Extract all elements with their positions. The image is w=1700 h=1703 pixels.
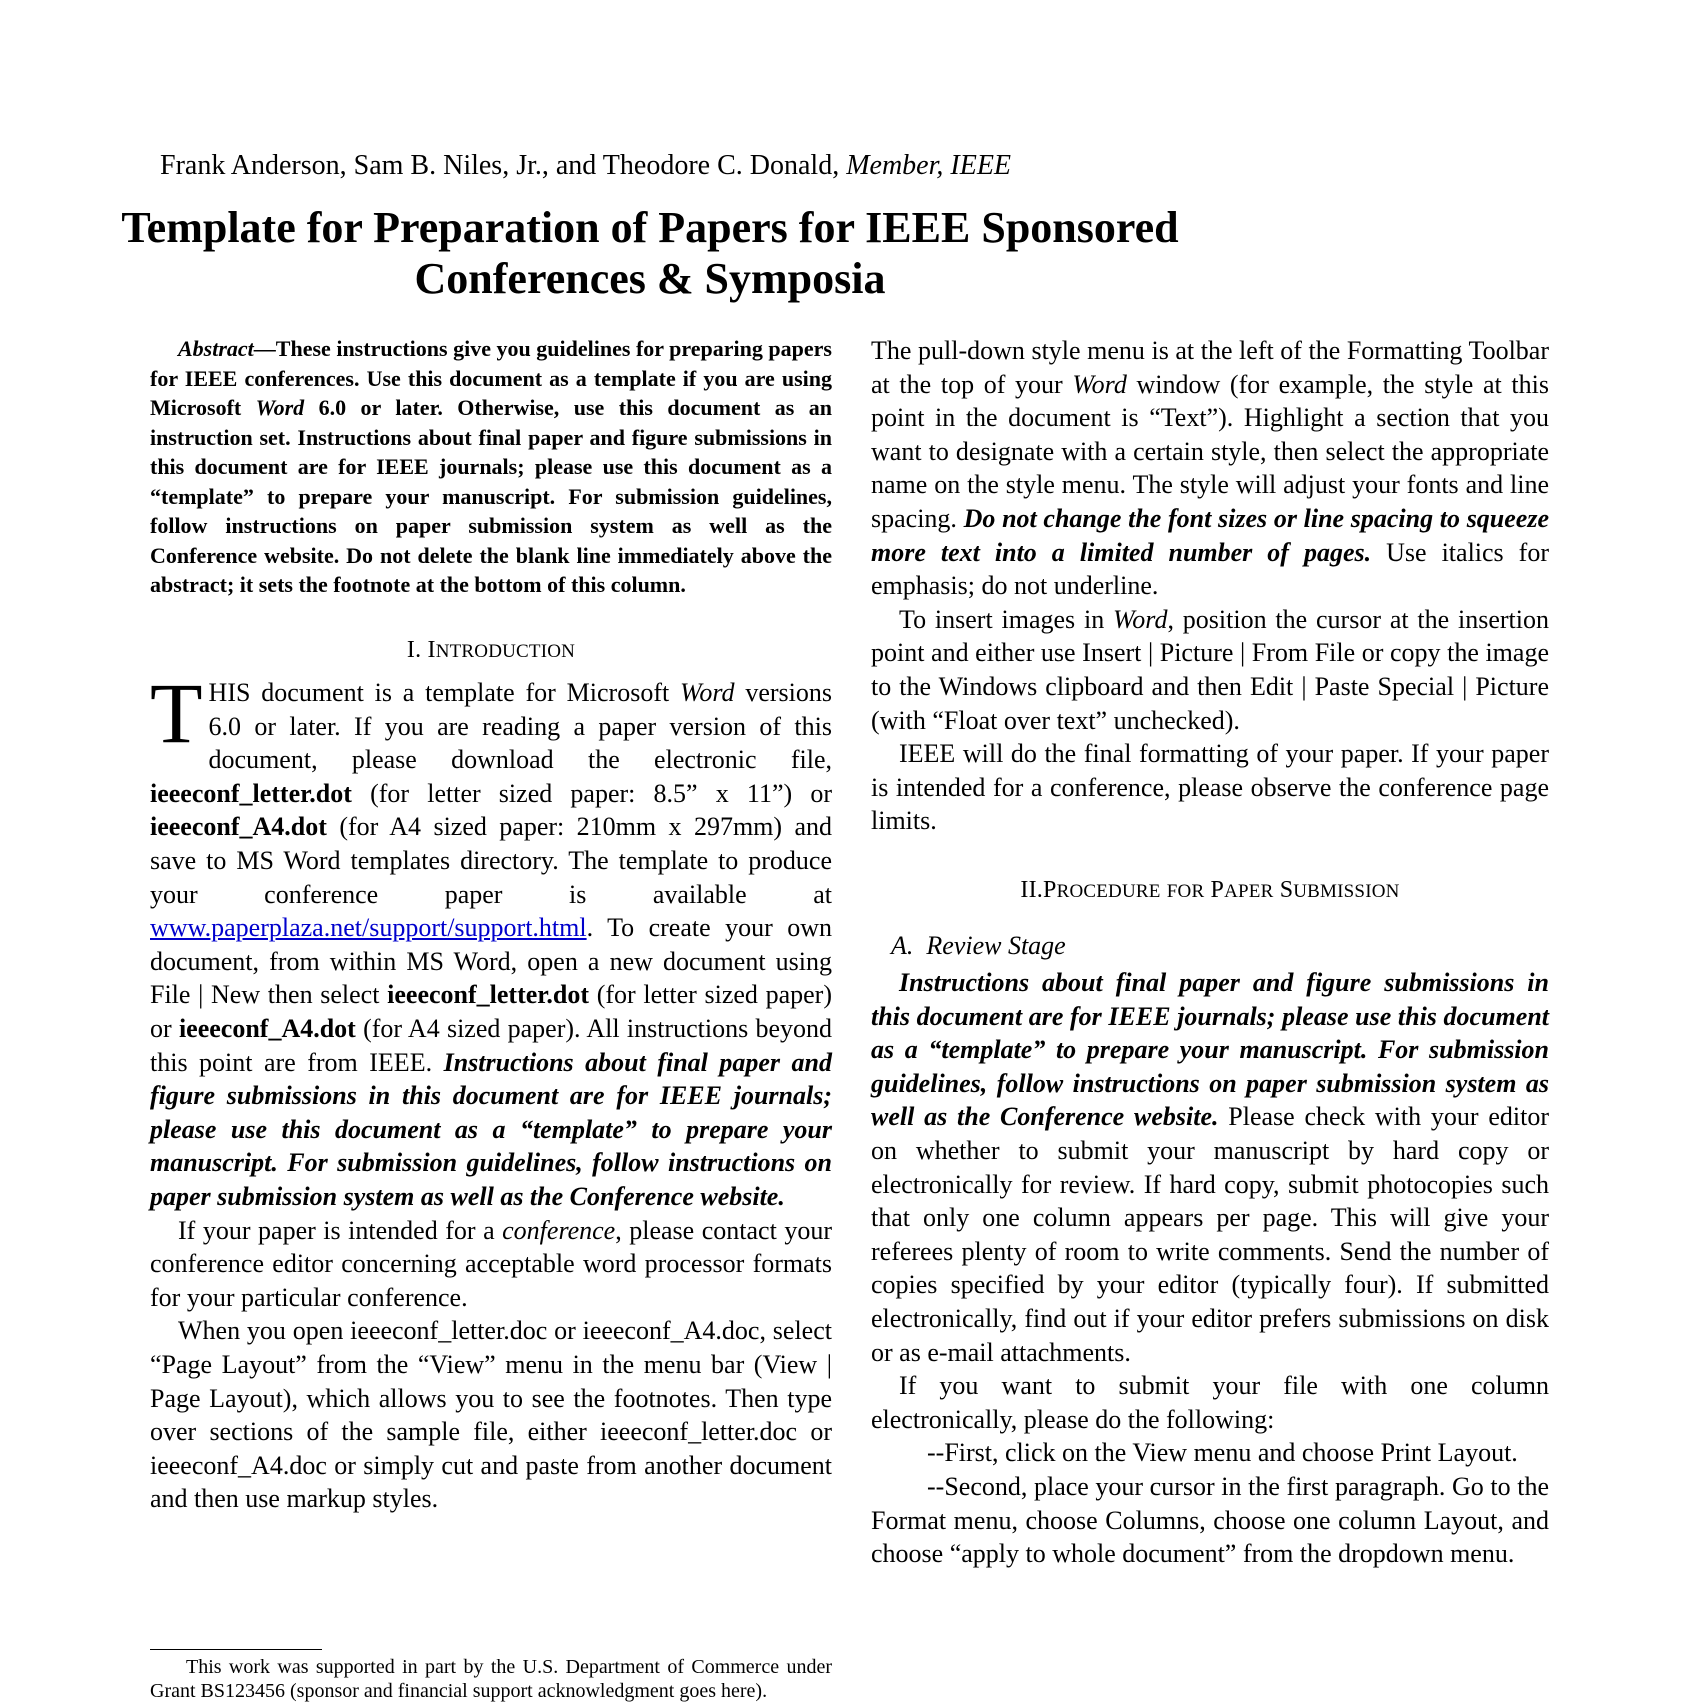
images-paragraph [871,603,1549,737]
text: If your paper is intended for a [178,1215,503,1245]
support-link[interactable]: www.paperplaza.net/support/support.html [150,913,587,943]
italic-text: conference [502,1215,616,1245]
text: window (for example, the style at this point in the document is “Text”). Highlight a section that you want to designate with a certain style, then select the appropriate name on the style menu. The style will adjust your fonts and line spacing. [871,369,1549,533]
text: , please contact your conference editor concerning acceptable word processor formats for your particular conference. [150,1215,832,1312]
text: To insert images in [899,604,1114,634]
abstract-text-2: 6.0 or later. Otherwise, use this document as an instruction set. Instructions about final paper and figure submissions in this document are for IEEE journals; please use this document as a “template” to prepare your manuscript. For submission guidelines, follow instructions on paper submission system as well as the Conference website. Do not delete the blank line immediately above the abstract; it sets the footnote at the bottom of this column. [150,395,832,597]
text: (for A4 sized paper). All instructions beyond this point are from IEEE. [150,1014,832,1077]
abstract-word: Word [255,395,305,420]
filename-letter: ieeeconf_letter.dot [150,778,352,808]
subsection-letter: A. [891,930,914,960]
drop-cap: T [150,665,203,762]
text: , position the cursor at the insertion point and either use Insert | Picture | From File or copy the image to the Windows clipboard and then Edit | Paste Special | Picture (with “Float over text” unchecked). [871,604,1549,735]
footnote: This work was supported in part by the U.S. Department of Commerce under Grant BS123456 (sponsor and financial support acknowledgment goes here). [150,1656,832,1702]
subsection-title: Review Stage [926,930,1066,960]
section-title-rest: NTRODUCTION [435,640,576,662]
abstract-dash: — [253,336,276,361]
author-membership: Member, IEEE [846,150,1012,181]
abstract-text-1: These instructions give you guidelines for preparing papers for IEEE conferences. Use this document as a template if you are using Microsoft [150,336,832,420]
filename-a4: ieeeconf_A4.dot [178,1014,356,1044]
section-title-initial: P [1043,876,1057,903]
emphasis-text: Instructions about final paper and figure submissions in this document are for IEEE journals; please use this document as a “template” to prepare your manuscript. For submission guidelines, follow instructions on paper submission system as well as the Conference website. [871,968,1549,1132]
section-title-initial: P [1210,876,1225,903]
section-heading-introduction [150,634,832,669]
formatting-paragraph: IEEE will do the final formatting of your paper. If your paper is intended for a conference, please observe the conference page limits. [871,739,1549,836]
review-paragraph-1 [871,966,1549,1369]
text: (for letter sized paper) or [150,980,832,1044]
section-number: II. [1020,876,1044,903]
subsection-heading-review-stage [871,929,1549,963]
section-title-rest: FOR [1166,880,1205,902]
word-italic: Word [1113,604,1168,634]
section-title-rest: UBMISSION [1293,880,1400,902]
text: The pull-down style menu is at the left of the Formatting Toolbar at the top of your [871,336,1549,399]
section-title-initial: I [427,636,436,663]
filename-letter: ieeeconf_letter.dot [387,980,590,1010]
section-number: I. [406,636,422,663]
text: . To create your own document, from within MS Word, open a new document using File | New then select [150,913,832,1010]
word-italic: Word [680,678,735,708]
author-line [160,150,1011,182]
text: Use italics for emphasis; do not underline. [871,537,1549,601]
filename-a4: ieeeconf_A4.dot [150,812,327,842]
style-paragraph [871,334,1549,603]
paper-title: Template for Preparation of Papers for IEEE Sponsored Conferences & Symposia [121,203,1179,303]
text: (for letter sized paper: 8.5” x 11”) or [351,778,832,808]
review-step-first: --First, click on the View menu and choose Print Layout. [927,1438,1518,1468]
section-title-initial: S [1279,876,1294,903]
review-step-second: --Second, place your cursor in the first paragraph. Go to the Format menu, choose Columns, choose one column Layout, and choose “apply to whole document” from the dropdown menu. [871,1472,1549,1569]
emphasis-text: Do not change the font sizes or line spacing to squeeze more text into a limited number of pages. [871,503,1550,567]
author-names: Frank Anderson, Sam B. Niles, Jr., and Theodore C. Donald, [160,150,847,181]
section-title-rest: ROCEDURE [1056,880,1161,902]
intro-paragraph-1 [150,665,832,1214]
intro-paragraph-2 [150,1214,832,1315]
text: (for A4 sized paper: 210mm x 297mm) and save to MS Word templates directory. The template to produce your conference paper is available at [150,812,832,909]
text: Please check with your editor on whether to submit your manuscript by hard copy or electronically for review. If hard copy, submit photocopies such that only one column appears per page. This will give your referees plenty of room to write comments. Send the number of copies specified by your editor (typically four). If submitted electronically, find out if your editor prefers submissions on disk or as e-mail attachments. [871,1102,1549,1367]
text: HIS document is a template for Microsoft [208,678,681,708]
text: versions 6.0 or later. If you are reading a paper version of this document, please download the electronic file, [208,678,832,775]
intro-paragraph-3: When you open ieeeconf_letter.doc or ieeeconf_A4.doc, select “Page Layout” from the “View” menu in the menu bar (View | Page Layout), which allows you to see the footnotes. Then type over sections of the sample file, either ieeeconf_letter.doc or ieeeconf_A4.doc or simply cut and paste from another document and then use markup styles. [150,1316,832,1514]
emphasis-text: Instructions about final paper and figure submissions in this document are for IEEE journals; please use this document as a “template” to prepare your manuscript. For submission guidelines, follow instructions on paper submission system as well as the Conference website. [150,1047,832,1211]
section-heading-procedure [871,874,1549,909]
abstract [150,334,832,600]
footnote-rule [150,1649,322,1650]
section-title-rest: APER [1224,880,1274,902]
abstract-label: Abstract [178,336,254,361]
left-column [150,334,832,1516]
review-paragraph-2: If you want to submit your file with one column electronically, please do the following: [871,1371,1549,1434]
right-column [871,334,1549,1571]
word-italic: Word [1072,369,1127,399]
